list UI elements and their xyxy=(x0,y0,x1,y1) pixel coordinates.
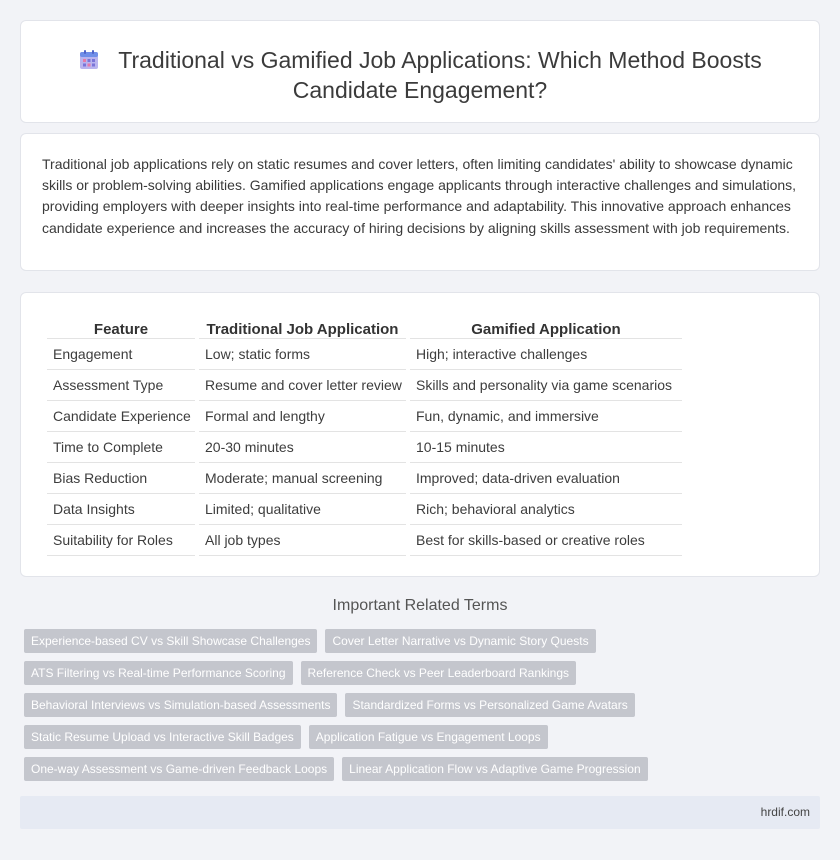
related-term-tag[interactable]: ATS Filtering vs Real-time Performance Scoring xyxy=(24,661,293,685)
header-card xyxy=(20,20,820,123)
table-cell: Assessment Type xyxy=(47,370,195,401)
table-cell: Limited; qualitative xyxy=(199,494,406,525)
related-terms-heading: Important Related Terms xyxy=(332,597,508,614)
intro-paragraph: Traditional job applications rely on static resumes and cover letters, often limiting candidates' ability to showcase dynamic skills or problem-solving abilities. Gamified applications engage applicants through interactive challenges and simulations, providing employers with deeper insights into real-time performance and adaptability. This innovative approach enhances candidate experience and increases the accuracy of hiring decisions by aligning skills assessment with job requirements. xyxy=(42,156,797,236)
related-term-tag[interactable]: One-way Assessment vs Game-driven Feedback Loops xyxy=(24,757,334,781)
table-row xyxy=(47,339,682,370)
header-traditional: Traditional Job Application xyxy=(199,315,406,339)
related-term-tag[interactable]: Behavioral Interviews vs Simulation-based Assessments xyxy=(24,693,337,717)
page-title: Traditional vs Gamified Job Applications: Which Method Boosts Candidate Engagement? xyxy=(118,47,762,103)
table-cell: Time to Complete xyxy=(47,432,195,463)
table-cell: Fun, dynamic, and immersive xyxy=(410,401,682,432)
comparison-table xyxy=(43,315,686,556)
related-term-tag[interactable]: Reference Check vs Peer Leaderboard Rankings xyxy=(301,661,576,685)
table-cell: Moderate; manual screening xyxy=(199,463,406,494)
table-row xyxy=(47,401,682,432)
table-cell: Formal and lengthy xyxy=(199,401,406,432)
table-cell: Data Insights xyxy=(47,494,195,525)
table-cell: 10-15 minutes xyxy=(410,432,682,463)
page-title-wrap xyxy=(21,45,819,105)
footer-site-link[interactable]: hrdif.com xyxy=(760,805,810,819)
table-row xyxy=(47,432,682,463)
table-cell: Resume and cover letter review xyxy=(199,370,406,401)
table-cell: 20-30 minutes xyxy=(199,432,406,463)
related-term-tag[interactable]: Cover Letter Narrative vs Dynamic Story Quests xyxy=(325,629,595,653)
table-row xyxy=(47,494,682,525)
related-terms-list xyxy=(24,629,674,781)
header-gamified: Gamified Application xyxy=(410,315,682,339)
table-header-row xyxy=(47,315,682,339)
table-cell: Bias Reduction xyxy=(47,463,195,494)
table-cell: Skills and personality via game scenarios xyxy=(410,370,682,401)
table-cell: Rich; behavioral analytics xyxy=(410,494,682,525)
table-cell: Suitability for Roles xyxy=(47,525,195,556)
table-cell: Low; static forms xyxy=(199,339,406,370)
calendar-icon xyxy=(78,49,100,71)
related-term-tag[interactable]: Static Resume Upload vs Interactive Skill Badges xyxy=(24,725,301,749)
header-feature: Feature xyxy=(47,315,195,339)
table-cell: Best for skills-based or creative roles xyxy=(410,525,682,556)
comparison-table-card xyxy=(20,292,820,577)
related-term-tag[interactable]: Standardized Forms vs Personalized Game Avatars xyxy=(345,693,634,717)
table-row xyxy=(47,463,682,494)
table-row xyxy=(47,525,682,556)
table-cell: Candidate Experience xyxy=(47,401,195,432)
related-term-tag[interactable]: Linear Application Flow vs Adaptive Game Progression xyxy=(342,757,648,781)
table-cell: High; interactive challenges xyxy=(410,339,682,370)
footer-bar xyxy=(20,796,820,829)
intro-card xyxy=(20,133,820,271)
related-term-tag[interactable]: Application Fatigue vs Engagement Loops xyxy=(309,725,548,749)
related-term-tag[interactable]: Experience-based CV vs Skill Showcase Challenges xyxy=(24,629,317,653)
table-cell: Engagement xyxy=(47,339,195,370)
table-cell: All job types xyxy=(199,525,406,556)
table-row xyxy=(47,370,682,401)
table-cell: Improved; data-driven evaluation xyxy=(410,463,682,494)
